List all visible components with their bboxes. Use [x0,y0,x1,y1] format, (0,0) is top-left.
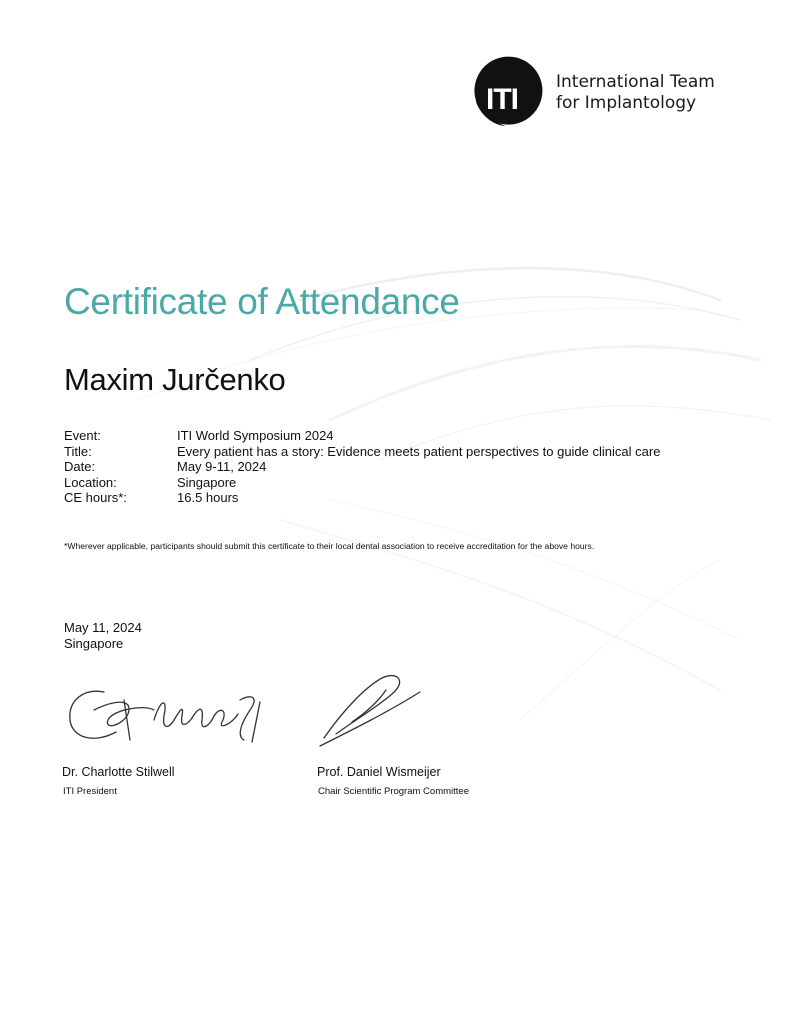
detail-row-event [64,428,660,444]
detail-value: 16.5 hours [177,490,239,505]
detail-value: Every patient has a story: Evidence meets patient perspectives to guide clinical care [177,443,661,459]
detail-label: Location: [64,474,117,490]
signatory-role: ITI President [63,786,117,797]
detail-row-location [64,475,660,491]
issue-info [64,620,142,652]
issue-date: May 11, 2024 [64,620,142,635]
signature-stilwell [64,680,274,750]
accreditation-footnote: *Wherever applicable, participants should submit this certificate to their local dental association to receive accreditation for the above hours. [64,541,595,551]
recipient-name: Maxim Jurčenko [64,362,286,397]
certificate-title: Certificate of Attendance [64,281,460,322]
signatory-name: Dr. Charlotte Stilwell [62,765,175,779]
signatory-role: Chair Scientific Program Committee [318,786,469,797]
detail-value: ITI World Symposium 2024 [177,428,334,443]
detail-row-ce-hours [64,490,660,506]
detail-label: CE hours*: [64,490,127,505]
signature-wismeijer [312,672,432,750]
organization-name [556,72,715,114]
event-details [64,428,660,506]
organization-name-line1: International Team [556,72,715,92]
organization-name-line2: for Implantology [556,93,697,113]
iti-logo [472,52,722,128]
detail-label: Event: [64,428,101,443]
logo-mark-text: ITI [486,83,518,116]
signatory-name: Prof. Daniel Wismeijer [317,765,441,779]
detail-value: Singapore [177,474,237,490]
detail-row-date [64,459,660,475]
detail-row-title [64,444,660,460]
issue-place: Singapore [64,636,124,651]
detail-value: May 9-11, 2024 [177,459,267,474]
detail-label: Date: [64,459,96,474]
detail-label: Title: [64,443,92,459]
